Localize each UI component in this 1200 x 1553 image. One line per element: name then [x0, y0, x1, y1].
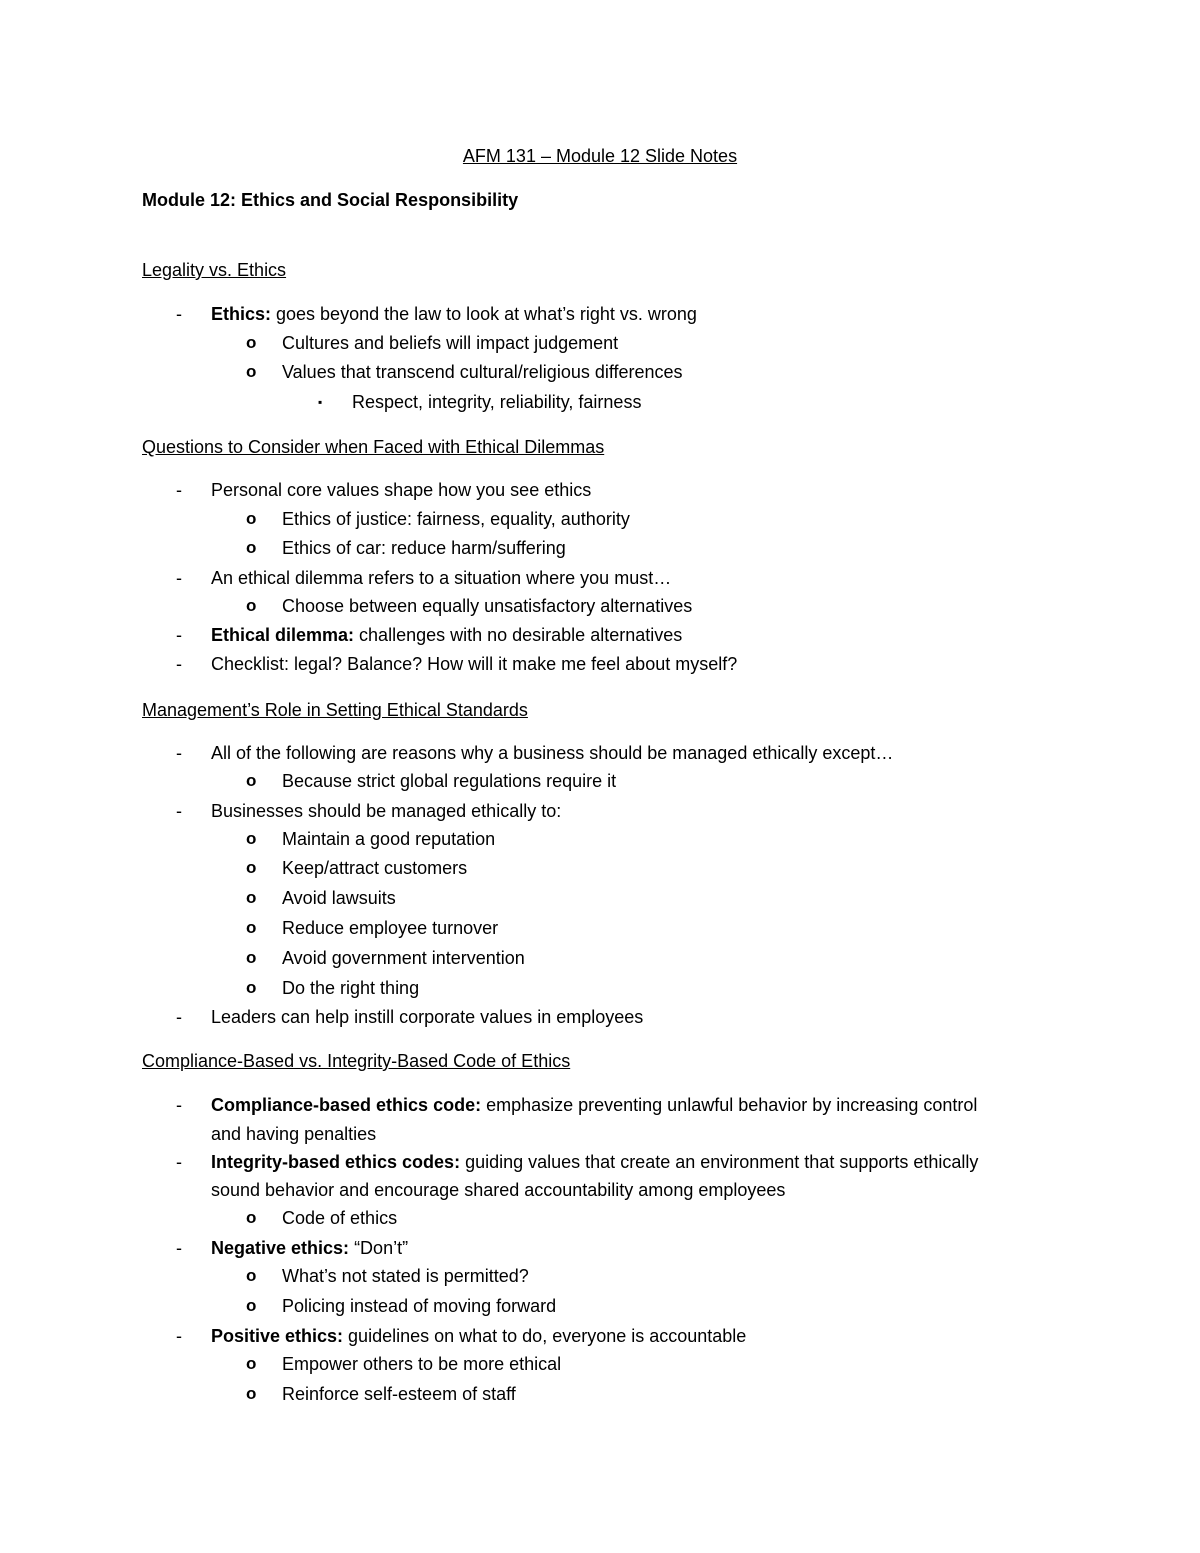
item-text: guiding values that create an environment that supports ethically: [460, 1152, 979, 1172]
list-item: Values that transcend cultural/religious differences: [282, 362, 683, 382]
list-item: Ethics of car: reduce harm/suffering: [282, 538, 566, 558]
circle-bullet: o: [246, 333, 257, 352]
dash-bullet: -: [176, 1152, 182, 1172]
term-label: Compliance-based ethics code:: [211, 1095, 482, 1115]
dash-bullet: -: [176, 1326, 182, 1346]
circle-bullet: o: [246, 1384, 257, 1403]
list-item: Leaders can help instill corporate values in employees: [211, 1007, 644, 1027]
list-item: Because strict global regulations require it: [282, 771, 617, 791]
term-label: Negative ethics:: [211, 1238, 350, 1258]
item-text: “Don’t”: [349, 1238, 409, 1258]
circle-bullet: o: [246, 888, 257, 907]
circle-bullet: o: [246, 978, 257, 997]
list-item: Ethics of justice: fairness, equality, authority: [282, 509, 630, 529]
dash-bullet: -: [176, 625, 182, 645]
circle-bullet: o: [246, 1266, 257, 1285]
section-heading-management: Management’s Role in Setting Ethical Standards: [142, 700, 528, 720]
circle-bullet: o: [246, 596, 257, 615]
list-item: Businesses should be managed ethically to:: [211, 801, 562, 821]
item-text: goes beyond the law to look at what’s right vs. wrong: [271, 304, 697, 324]
term-label: Positive ethics:: [211, 1326, 344, 1346]
dash-bullet: -: [176, 1007, 182, 1027]
dash-bullet: -: [176, 1238, 182, 1258]
list-item: Code of ethics: [282, 1208, 398, 1228]
square-bullet: ▪: [318, 395, 323, 409]
list-item: Empower others to be more ethical: [282, 1354, 562, 1374]
dash-bullet: -: [176, 304, 182, 324]
section-heading-legality: Legality vs. Ethics: [142, 260, 287, 280]
list-item: Policing instead of moving forward: [282, 1296, 557, 1316]
list-item: [211, 1236, 408, 1260]
circle-bullet: o: [246, 918, 257, 937]
list-item: Choose between equally unsatisfactory alternatives: [282, 596, 693, 616]
item-text: emphasize preventing unlawful behavior by increasing control: [481, 1095, 978, 1115]
list-item: Keep/attract customers: [282, 858, 468, 878]
circle-bullet: o: [246, 948, 257, 967]
list-item: Reinforce self-esteem of staff: [282, 1384, 516, 1404]
list-item: Avoid lawsuits: [282, 888, 396, 908]
dash-bullet: -: [176, 568, 182, 588]
circle-bullet: o: [246, 829, 257, 848]
list-item: [211, 1150, 978, 1174]
list-item-continuation: sound behavior and encourage shared accountability among employees: [211, 1180, 786, 1200]
term-label: Ethics:: [211, 304, 272, 324]
module-heading: Module 12: Ethics and Social Responsibility: [142, 190, 519, 210]
circle-bullet: o: [246, 362, 257, 381]
dash-bullet: -: [176, 654, 182, 674]
section-heading-dilemmas: Questions to Consider when Faced with Ethical Dilemmas: [142, 437, 605, 457]
list-item: [211, 302, 697, 326]
circle-bullet: o: [246, 1296, 257, 1315]
term-label: Ethical dilemma:: [211, 625, 355, 645]
section-heading-code-of-ethics: Compliance-Based vs. Integrity-Based Code of Ethics: [142, 1051, 571, 1071]
circle-bullet: o: [246, 1208, 257, 1227]
list-item: [211, 623, 682, 647]
list-item: Cultures and beliefs will impact judgement: [282, 333, 619, 353]
item-text: guidelines on what to do, everyone is accountable: [343, 1326, 747, 1346]
list-item: Respect, integrity, reliability, fairness: [352, 392, 642, 412]
list-item: Personal core values shape how you see ethics: [211, 480, 592, 500]
dash-bullet: -: [176, 1095, 182, 1115]
dash-bullet: -: [176, 480, 182, 500]
list-item: An ethical dilemma refers to a situation where you must…: [211, 568, 672, 588]
document-title: AFM 131 – Module 12 Slide Notes: [462, 146, 738, 166]
circle-bullet: o: [246, 538, 257, 557]
circle-bullet: o: [246, 1354, 257, 1373]
list-item: Reduce employee turnover: [282, 918, 499, 938]
list-item: Avoid government intervention: [282, 948, 525, 968]
list-item: What’s not stated is permitted?: [282, 1266, 529, 1286]
list-item: Maintain a good reputation: [282, 829, 496, 849]
list-item-continuation: and having penalties: [211, 1124, 377, 1144]
item-text: challenges with no desirable alternatives: [354, 625, 683, 645]
list-item: [211, 1324, 746, 1348]
term-label: Integrity-based ethics codes:: [211, 1152, 461, 1172]
dash-bullet: -: [176, 801, 182, 821]
circle-bullet: o: [246, 771, 257, 790]
circle-bullet: o: [246, 858, 257, 877]
dash-bullet: -: [176, 743, 182, 763]
list-item: Checklist: legal? Balance? How will it make me feel about myself?: [211, 654, 738, 674]
list-item: [211, 1093, 977, 1117]
list-item: All of the following are reasons why a business should be managed ethically except…: [211, 743, 894, 763]
list-item: Do the right thing: [282, 978, 420, 998]
circle-bullet: o: [246, 509, 257, 528]
